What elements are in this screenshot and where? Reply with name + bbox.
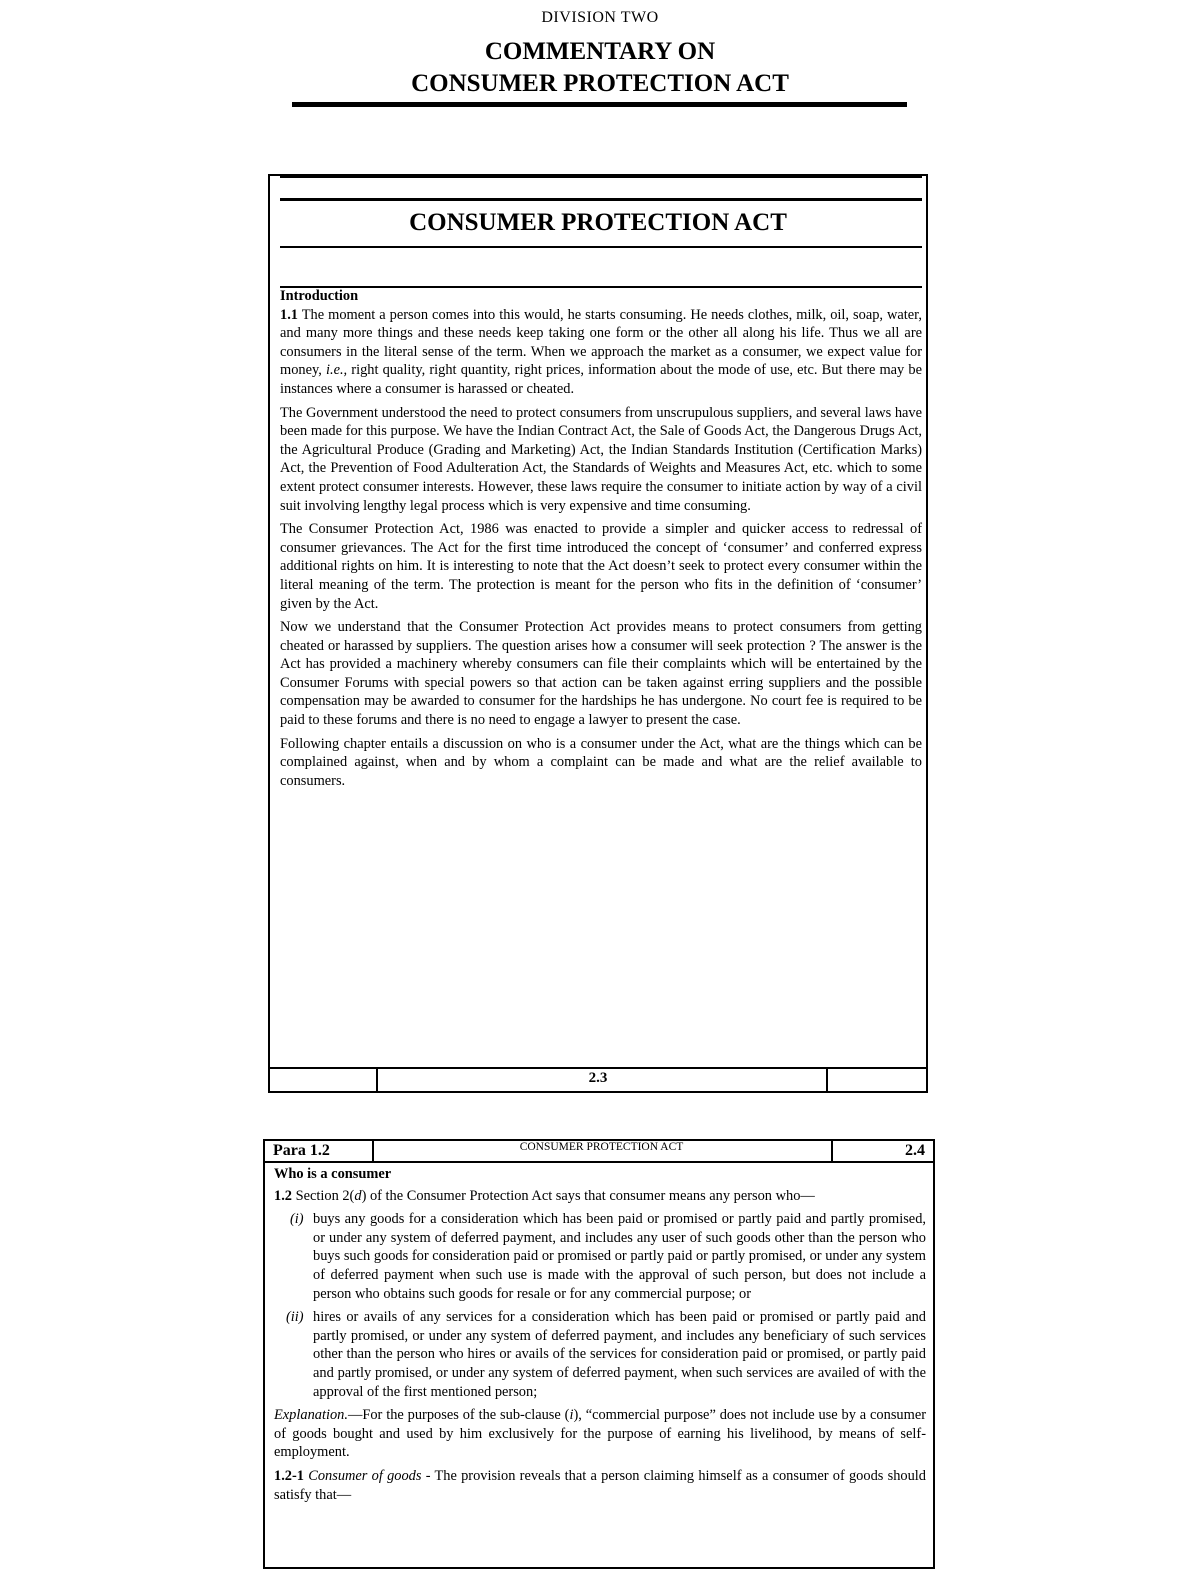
section-1-2-1 bbox=[274, 1467, 926, 1504]
page-number: 2.4 bbox=[905, 1142, 925, 1159]
explanation-label: Explanation. bbox=[274, 1407, 348, 1424]
clause-text: buys any goods for a consideration which has been paid or promised or partly paid and partly promised, or under any system of deferred payment, and includes any user of such goods other than the person who buys such goods for consideration paid or promised or partly paid or partly promised, or under any system of deferred payment when such use is made with the approval of such person, but does not include a person who obtains such goods for resale or for any commercial purpose; or bbox=[313, 1211, 926, 1302]
para-text: The moment a person comes into this would, he starts consuming. He needs clothes, milk, oil, soap, water, and many more things and these needs keep taking one form or the other all along his life. Thus we all are consumers in the literal sense of the term. When we approach the market as a consumer, we expect value for money, bbox=[280, 306, 922, 379]
para-label: Para 1.2 bbox=[273, 1142, 330, 1159]
commentary-title bbox=[0, 36, 1200, 100]
paragraph-2: The Government understood the need to protect consumers from unscrupulous suppliers, and several laws have been made for this purpose. We have the Indian Contract Act, the Sale of Goods Act, the Dangerous Drugs Act, the Agricultural Produce (Grading and Marketing) Act, the Indian Standards Institution (Certification Marks) Act, the Prevention of Food Adulteration Act, the Standards of Weights and Measures Act, etc. which to some extent protect consumer interests. However, these laws require the consumer to initiate action by way of a civil suit involving lengthy legal process which is very expensive and time consuming. bbox=[280, 404, 922, 514]
title-top-rule bbox=[280, 198, 922, 201]
top-rule bbox=[280, 176, 922, 178]
section-heading: Who is a consumer bbox=[274, 1166, 392, 1182]
page-footer bbox=[270, 1067, 926, 1091]
running-head: CONSUMER PROTECTION ACT bbox=[519, 1141, 684, 1153]
title-underline bbox=[292, 102, 907, 107]
para-text: —For the purposes of the sub-clause ( bbox=[347, 1407, 570, 1424]
chapter-body bbox=[280, 287, 922, 795]
para-text-italic: d bbox=[354, 1187, 362, 1204]
page-header bbox=[265, 1141, 933, 1163]
section-body bbox=[274, 1165, 926, 1509]
header-divider bbox=[831, 1141, 833, 1161]
page-2-4 bbox=[263, 1139, 935, 1569]
clause-number: (i) bbox=[290, 1211, 304, 1228]
explanation bbox=[274, 1406, 926, 1462]
para-text-italic: i.e., bbox=[325, 362, 348, 379]
para-number: 1.2-1 bbox=[274, 1467, 304, 1484]
para-number: 1.2 bbox=[274, 1187, 292, 1204]
clause-ii bbox=[274, 1308, 926, 1401]
title-line-1: COMMENTARY ON bbox=[484, 38, 716, 65]
clause-i bbox=[274, 1210, 926, 1303]
para-text: ) of the Consumer Protection Act says that consumer means any person who— bbox=[361, 1187, 815, 1204]
title-bottom-rule bbox=[280, 246, 922, 248]
page-2-3 bbox=[268, 174, 928, 1093]
clause-number: (ii) bbox=[286, 1309, 304, 1326]
paragraph-4: Now we understand that the Consumer Protection Act provides means to protect consumers from getting cheated or harassed by suppliers. The question arises how a consumer will seek protection ? The answer is the Act has provided a machinery whereby consumers can file their complaints which will be entertained by the Consumer Forums with special powers so that action can be taken against erring suppliers and the possible compensation may be awarded to consumer for the hardships he has undergone. No court fee is required to be paid to these forums and there is no need to engage a lawyer to present the case. bbox=[280, 619, 922, 729]
para-number: 1.1 bbox=[280, 306, 298, 323]
section-1-2 bbox=[274, 1187, 926, 1206]
para-text: Section 2( bbox=[292, 1187, 355, 1204]
para-text: right quality, right quantity, right prices, information about the mode of use, etc. But there may be instances where a consumer is harassed or cheated. bbox=[280, 362, 922, 397]
para-text: - The provision reveals that a person claiming himself as a consumer of goods should satisfy that— bbox=[274, 1467, 926, 1503]
clause-text: hires or avails of any services for a consideration which has been paid or promised or partly paid and partly promised, or under any system of deferred payment, and includes any beneficiary of such services other than the person who hires or avails of the services for consideration paid or promised, or partly paid and partly promised, or under any system of deferred payment, when such services are availed of with the approval of the first mentioned person; bbox=[313, 1309, 926, 1400]
para-text-italic: i bbox=[569, 1407, 574, 1424]
division-label: DIVISION TWO bbox=[541, 9, 659, 26]
chapter-title: CONSUMER PROTECTION ACT bbox=[409, 209, 787, 236]
paragraph-3: The Consumer Protection Act, 1986 was enacted to provide a simpler and quicker access to redressal of consumer grievances. The Act for the first time introduced the concept of ‘consumer’ and conferred express additional rights on him. It is interesting to note that the Act doesn’t seek to protect every consumer within the literal meaning of the term. The protection is meant for the person who fits in the definition of ‘consumer’ given by the Act. bbox=[280, 521, 922, 612]
page-number: 2.3 bbox=[588, 1070, 608, 1086]
paragraph-1-1 bbox=[280, 306, 922, 399]
paragraph-5: Following chapter entails a discussion on who is a consumer under the Act, what are the things which can be complained against, when and by whom a complaint can be made and what are the relief available to consumers. bbox=[280, 735, 922, 789]
introduction-heading: Introduction bbox=[280, 288, 359, 304]
para-text: ), “commercial purpose” does not include use by a consumer of goods bought and used by him exclusively for the purpose of earning his livelihood, by means of self-employment. bbox=[274, 1407, 926, 1461]
title-line-2: CONSUMER PROTECTION ACT bbox=[411, 70, 789, 97]
subsection-label: Consumer of goods bbox=[303, 1467, 422, 1484]
